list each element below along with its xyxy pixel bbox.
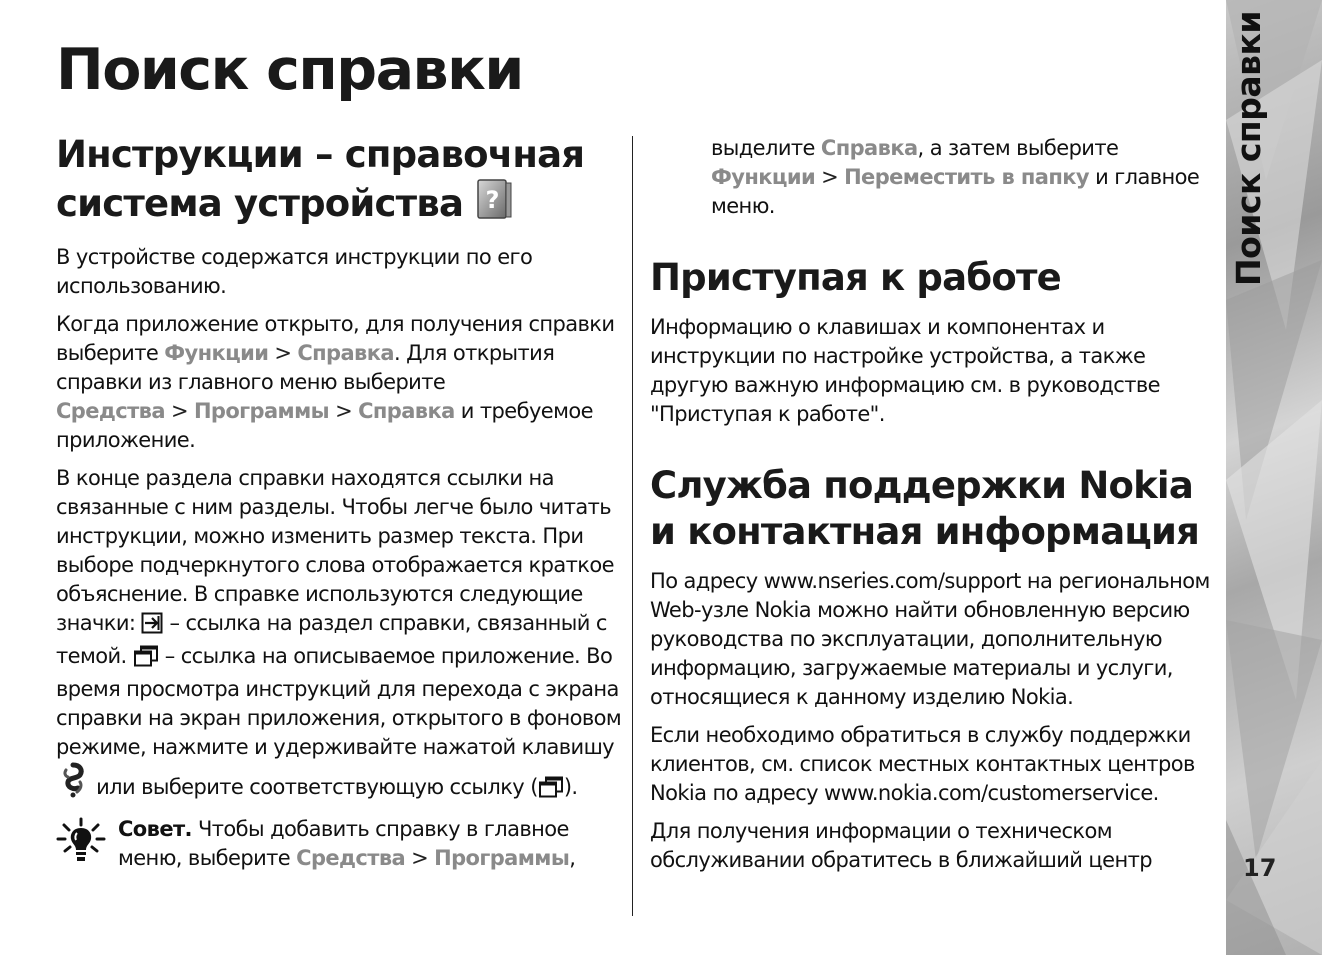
section-heading-instructions xyxy=(56,132,622,231)
menu-path-programs: Программы xyxy=(193,399,330,423)
menu-key-icon xyxy=(56,762,90,806)
tip-continuation xyxy=(650,134,1216,221)
paragraph-open-help xyxy=(56,310,622,455)
section-getting-started xyxy=(650,255,1216,429)
text: Чтобы добавить справку в главное меню, выберите xyxy=(118,817,569,870)
help-book-icon xyxy=(475,178,513,231)
menu-path-help: Справка xyxy=(297,341,394,365)
text: выделите xyxy=(711,136,815,160)
paragraph-links xyxy=(56,464,622,806)
paragraph-intro: В устройстве содержатся инструкции по его использованию. xyxy=(56,245,533,298)
side-tab-label: Поиск справки xyxy=(1229,10,1268,286)
text: , а затем выберите xyxy=(917,136,1119,160)
section-heading-getting-started: Приступая к работе xyxy=(650,256,1061,299)
menu-path-move-to-folder: Переместить в папку xyxy=(844,165,1090,189)
menu-separator: > xyxy=(821,165,839,189)
menu-path-functions: Функции xyxy=(164,341,269,365)
menu-path-functions: Функции xyxy=(711,165,816,189)
app-link-icon xyxy=(538,776,564,806)
page-number: 17 xyxy=(1243,854,1277,882)
right-column xyxy=(650,134,1216,875)
text: Когда приложение открыто, для получения справки выберите xyxy=(56,312,615,365)
text: ). xyxy=(563,775,578,799)
svg-text:?: ? xyxy=(485,186,499,214)
section-nokia-support xyxy=(650,463,1216,875)
menu-path-tools: Средства xyxy=(296,846,406,870)
text: В конце раздела справки находятся ссылки на связанные с ним разделы. Чтобы легче было читать инструкции, можно изменить размер текста. При выборе подчеркнутого слова отображается краткое объяснение. В справке используются следующие значки: xyxy=(56,466,614,635)
paragraph-maintenance: Для получения информации о техническом обслуживании обратитесь в ближайший центр xyxy=(650,819,1152,872)
menu-separator: > xyxy=(274,341,292,365)
paragraph-getting-started: Информацию о клавишах и компонентах и инструкции по настройке устройства, а также другую важную информацию см. в руководстве "Приступая к работе". xyxy=(650,315,1160,426)
text: . Для открытия справки из главного меню выберите xyxy=(56,341,555,394)
paragraph-customer-service: Если необходимо обратиться в службу поддержки клиентов, см. список местных контактных центров Nokia по адресу www.nokia.com/customerservice. xyxy=(650,723,1195,805)
menu-path-tools: Средства xyxy=(56,399,165,423)
text: – ссылка на описываемое приложение. Во время просмотра инструкций для перехода с экрана справки на экран приложения, открытого в фоновом режиме, нажмите и удерживайте нажатой клавишу xyxy=(56,644,622,759)
app-link-icon xyxy=(133,645,159,675)
text: и главное меню. xyxy=(711,165,1200,218)
menu-separator: > xyxy=(335,399,353,423)
lightbulb-tip-icon xyxy=(56,817,106,863)
section-heading-text: Инструкции – справочная система устройства xyxy=(56,133,585,225)
text: или выберите соответствующую ссылку ( xyxy=(96,775,538,799)
related-topic-link-icon xyxy=(141,612,163,642)
tip-label: Совет. xyxy=(118,817,192,841)
tip-block xyxy=(56,815,622,873)
text: и требуемое приложение. xyxy=(56,399,593,452)
page-title: Поиск справки xyxy=(56,37,523,103)
menu-path-help: Справка xyxy=(358,399,455,423)
left-column xyxy=(56,132,622,873)
text: , xyxy=(569,846,576,870)
menu-path-programs: Программы xyxy=(434,846,570,870)
column-divider xyxy=(632,136,633,916)
menu-separator: > xyxy=(170,399,188,423)
section-heading-nokia-support: Служба поддержки Nokia и контактная информация xyxy=(650,464,1200,553)
menu-path-help: Справка xyxy=(820,136,918,160)
paragraph-support-site: По адресу www.nseries.com/support на региональном Web-узле Nokia можно найти обновленную версию руководства по эксплуатации, дополнительную информацию, загружаемые материалы и услуги, относящиеся к данному изделию Nokia. xyxy=(650,569,1210,709)
menu-separator: > xyxy=(411,846,429,870)
text: – ссылка на раздел справки, связанный с темой. xyxy=(56,611,607,668)
